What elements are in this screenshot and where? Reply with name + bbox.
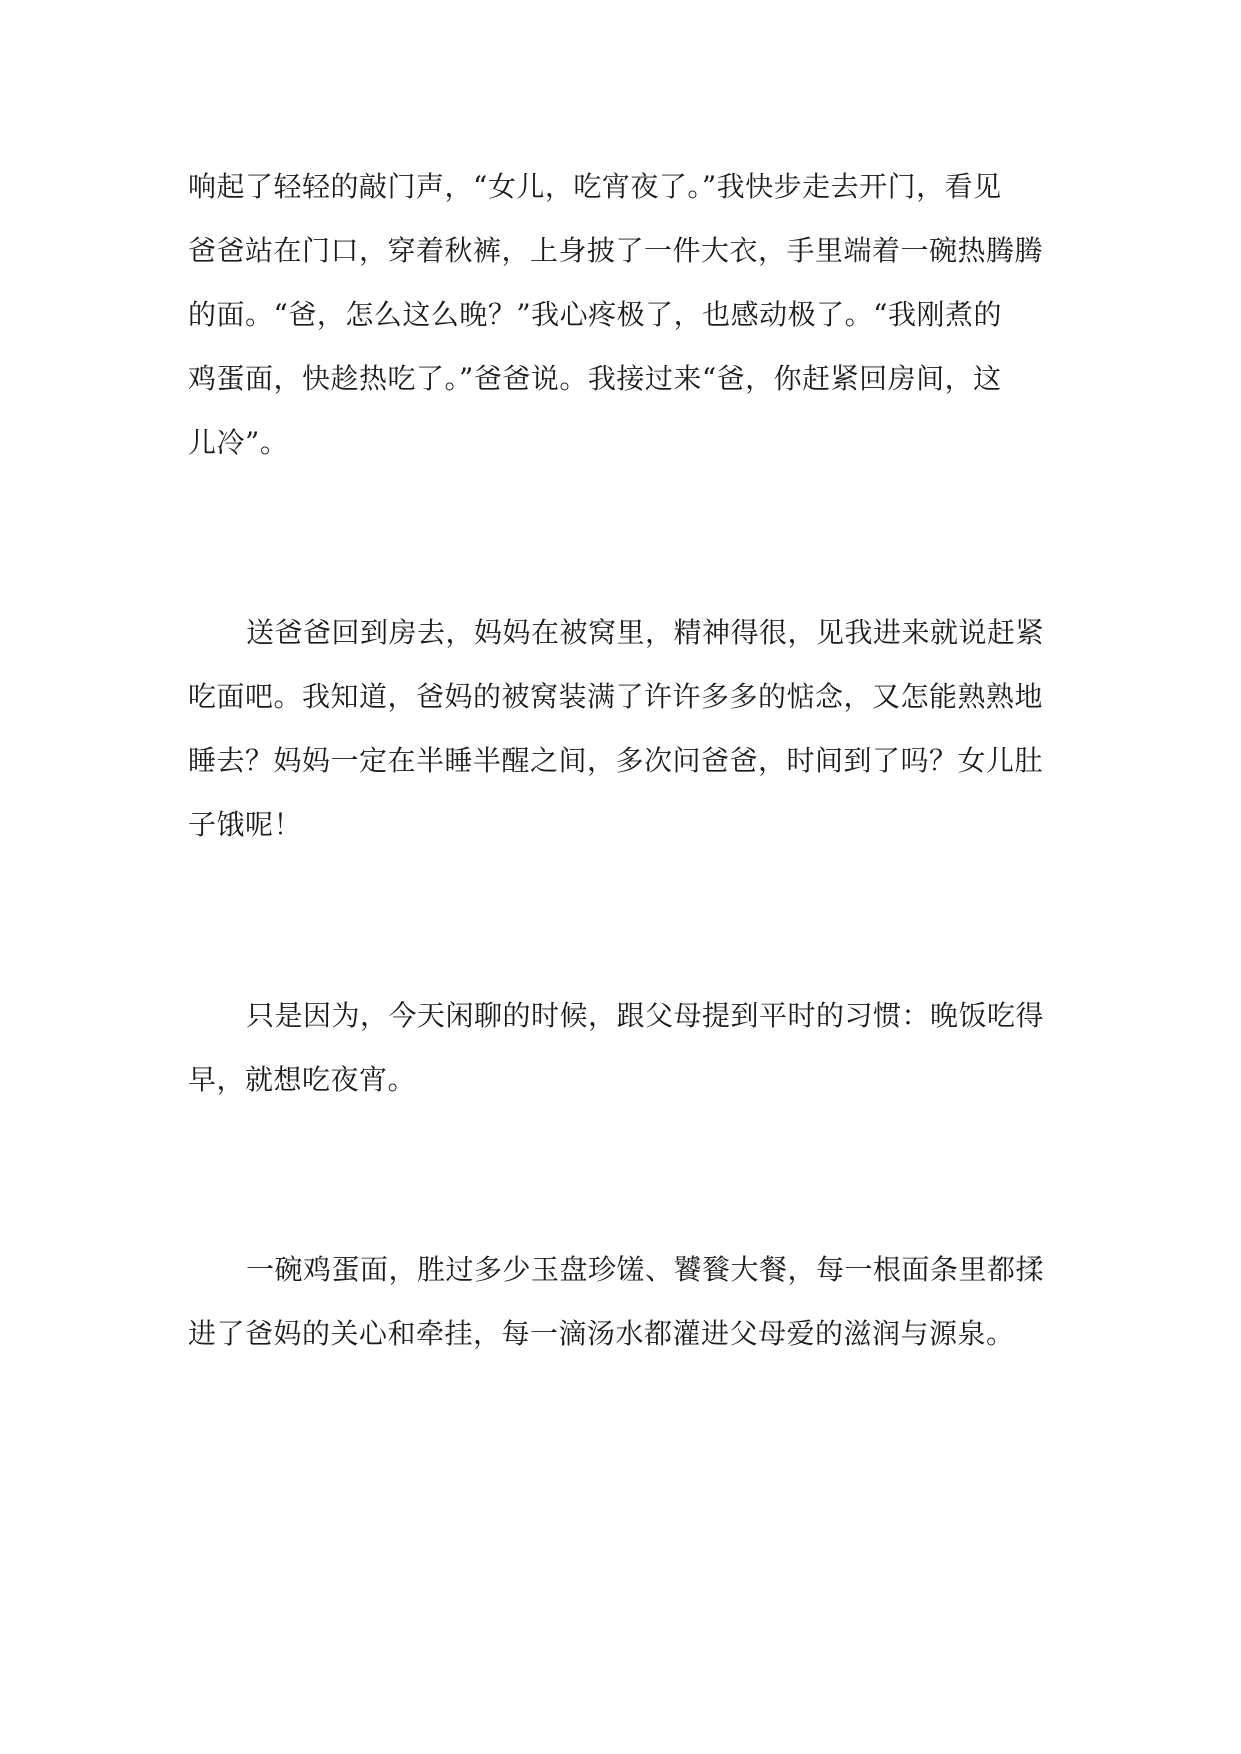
- text-line: 爸爸站在门口，穿着秋裤，上身披了一件大衣，手里端着一碗热腾腾: [188, 234, 1044, 267]
- text-line: 响起了轻轻的敲门声，“女儿，吃宵夜了。”我快步走去开门，看见: [188, 170, 1002, 203]
- text-line: 一碗鸡蛋面，胜过多少玉盘珍馐、饕餮大餐，每一根面条里都揉: [246, 1253, 1045, 1286]
- text-line: 子饿呢！: [188, 808, 303, 841]
- paragraph-reason: [188, 984, 1058, 1112]
- text-line: 儿冷”。: [188, 426, 289, 459]
- text-line: 早，就想吃夜宵。: [188, 1063, 417, 1096]
- text-line: 进了爸妈的关心和牵挂，每一滴汤水都灌进父母爱的滋润与源泉。: [188, 1317, 1015, 1350]
- text-line: 送爸爸回到房去，妈妈在被窝里，精神得很，见我进来就说赶紧: [246, 616, 1045, 649]
- paragraph-late-night-knock: [188, 155, 1058, 475]
- text-line: 睡去？妈妈一定在半睡半醒之间，多次问爸爸，时间到了吗？女儿肚: [188, 744, 1044, 777]
- text-line: 鸡蛋面，快趁热吃了。”爸爸说。我接过来“爸，你赶紧回房间，这: [188, 362, 1002, 395]
- paragraph-mother-in-bed: [188, 601, 1058, 857]
- text-line: 只是因为，今天闲聊的时候，跟父母提到平时的习惯：晚饭吃得: [246, 999, 1045, 1032]
- text-line: 的面。“爸，怎么这么晚？”我心疼极了，也感动极了。“我刚煮的: [188, 298, 1002, 331]
- text-line: 吃面吧。我知道，爸妈的被窝装满了许许多多的惦念，又怎能熟熟地: [188, 680, 1044, 713]
- paragraph-conclusion: [188, 1238, 1058, 1366]
